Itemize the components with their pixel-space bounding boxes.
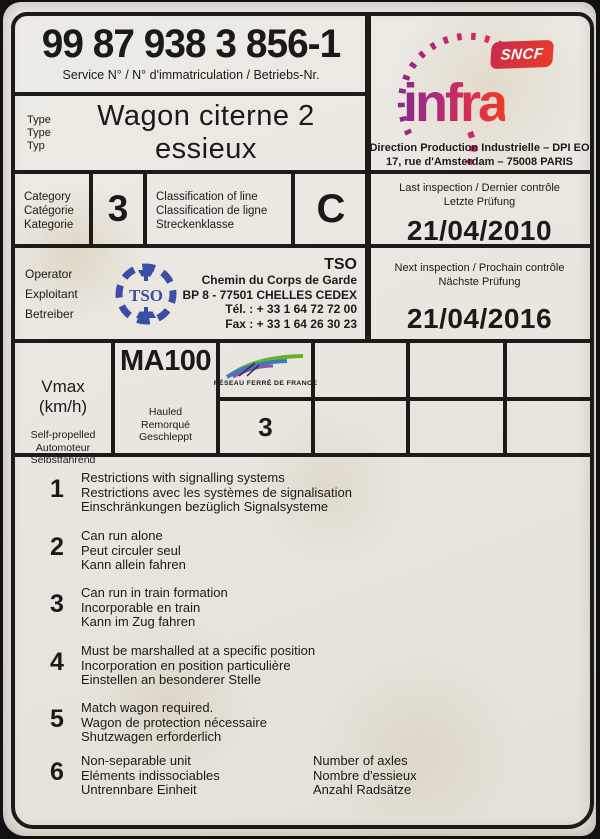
restriction-5-line2: Wagon de protection nécessaire	[81, 714, 267, 730]
next-inspection-label-line2: Nächste Prüfung	[438, 275, 521, 288]
axles-label-fr: Nombre d'essieux	[313, 767, 417, 783]
type-labels	[15, 114, 51, 153]
vmax-label-de: Selbstfahrend	[30, 454, 96, 466]
hauled-label-fr: Remorqué	[140, 418, 191, 431]
operator-address-line4: Fax : + 33 1 64 26 30 23	[225, 316, 357, 331]
sncf-logo	[490, 40, 554, 69]
operator-label-fr: Exploitant	[25, 286, 78, 301]
restriction-3-line3: Kann im Zug fahren	[81, 614, 196, 630]
category-label-fr: Catégorie	[24, 205, 74, 217]
rff-logo-text: RÉSEAU FERRÉ DE FRANCE	[213, 380, 318, 387]
restriction-2-line2: Peut circuler seul	[81, 542, 181, 558]
restriction-4-line2: Incorporation en position particulière	[81, 657, 291, 673]
restriction-1-line3: Einschränkungen bezüglich Signalsysteme	[81, 499, 329, 515]
vmax-label-en: Self-propelled	[30, 429, 96, 441]
rff-value-box	[216, 397, 315, 457]
axles-label-de: Anzahl Radsätze	[313, 782, 412, 798]
restriction-5-line3: Shutzwagen erforderlich	[81, 729, 222, 745]
operator-label-de: Betreiber	[25, 306, 74, 321]
hauled-value: MA100	[120, 345, 211, 377]
restriction-6-line3: Untrennbare Einheit	[81, 782, 197, 798]
type-label-fr: Type	[27, 126, 51, 139]
line-classification-label-de: Streckenklasse	[156, 219, 234, 231]
type-box	[11, 92, 371, 174]
hauled-labels	[115, 406, 216, 444]
restriction-6-text	[81, 754, 220, 798]
service-number-box	[11, 12, 371, 96]
rff-logo-box	[213, 339, 318, 401]
restriction-4-line3: Einstellen an besonderer Stelle	[81, 672, 261, 688]
restriction-2-line3: Kann allein fahren	[81, 557, 186, 573]
category-labels	[15, 174, 89, 232]
vmax-label-fr: Automoteur	[35, 441, 91, 454]
infra-address-line1: Direction Production Industrielle – DPI EO	[369, 142, 590, 154]
restriction-1-text	[81, 471, 352, 515]
last-inspection-label	[369, 182, 590, 209]
restriction-4-text	[81, 644, 315, 688]
restriction-6-number: 6	[50, 758, 64, 786]
restriction-5-number: 5	[50, 705, 64, 733]
operator-address-line3: Tél. : + 33 1 64 72 72 00	[225, 302, 357, 316]
restriction-3-line1: Can run in train formation	[81, 585, 228, 600]
last-inspection-label-line2: Letzte Prüfung	[443, 195, 516, 208]
restriction-3-text	[81, 586, 228, 630]
type-label-en: Type	[27, 113, 51, 126]
next-inspection-label	[369, 262, 590, 289]
restriction-5-line1: Match wagon required.	[81, 700, 214, 715]
restrictions-box	[11, 453, 594, 829]
restriction-2-line1: Can run alone	[81, 528, 163, 543]
tso-logo-icon	[113, 261, 179, 327]
restriction-2-text	[81, 529, 186, 573]
category-value: 3	[107, 188, 129, 229]
restriction-3-line2: Incorporable en train	[81, 599, 201, 615]
next-inspection-label-line1: Next inspection / Prochain contrôle	[394, 262, 565, 274]
vmax-title: Vmax (km/h)	[38, 377, 88, 416]
operator-address	[179, 256, 367, 331]
hauled-label-de: Geschleppt	[138, 431, 193, 443]
infra-address	[369, 142, 590, 169]
restriction-6-line2: Eléments indissociables	[81, 767, 220, 783]
category-label-box	[11, 170, 93, 248]
restriction-1-line1: Restrictions with signalling systems	[81, 470, 285, 485]
infra-address-line2: 17, rue d'Amsterdam – 75008 PARIS	[385, 155, 574, 168]
restriction-5-text	[81, 701, 267, 745]
hauled-box	[111, 339, 220, 457]
empty-cell	[311, 397, 410, 457]
service-number-label: Service N° / N° d'immatriculation / Betriebs-Nr.	[62, 68, 320, 82]
category-label-de: Kategorie	[24, 219, 74, 231]
type-label-de: Typ	[27, 139, 45, 152]
operator-box	[11, 244, 371, 343]
vmax-box	[11, 339, 115, 466]
axles-label-en: Number of axles	[313, 753, 408, 768]
empty-cell	[406, 397, 507, 457]
wagon-identification-plate	[3, 2, 596, 836]
empty-cell	[311, 339, 410, 401]
next-inspection-date: 21/04/2016	[406, 303, 553, 334]
rff-value: 3	[258, 411, 273, 442]
restriction-6-line1: Non-separable unit	[81, 753, 191, 768]
line-classification-label-fr: Classification de ligne	[156, 205, 268, 217]
infra-wordmark: infra	[403, 73, 506, 133]
operator-address-line2: BP 8 - 77501 CHELLES CEDEX	[182, 287, 357, 302]
last-inspection-date: 21/04/2010	[406, 215, 553, 246]
empty-cell	[503, 397, 594, 457]
sncf-infra-logo	[369, 16, 590, 170]
last-inspection-label-line1: Last inspection / Dernier contrôle	[399, 182, 560, 194]
service-number: 99 87 938 3 856-1	[41, 22, 341, 66]
sncf-infra-box	[365, 12, 594, 174]
empty-cell	[406, 339, 507, 401]
operator-name: TSO	[324, 256, 357, 273]
next-inspection-box	[365, 244, 594, 343]
line-classification-label-en: Classification of line	[156, 191, 258, 203]
tso-logo-text: TSO	[128, 285, 164, 305]
type-value: Wagon citerne 2 essieux	[97, 100, 315, 165]
category-value-box	[89, 170, 147, 248]
number-of-axles-labels	[313, 754, 417, 798]
operator-labels	[15, 264, 113, 324]
restriction-2-number: 2	[50, 533, 64, 561]
empty-cell	[503, 339, 594, 401]
restriction-1-number: 1	[50, 475, 64, 503]
restriction-3-number: 3	[50, 590, 64, 618]
rff-logo-icon	[225, 353, 307, 379]
hauled-label-en: Hauled	[148, 406, 183, 418]
last-inspection-box	[365, 170, 594, 248]
restriction-4-line1: Must be marshalled at a specific position	[81, 643, 316, 658]
sncf-logo-text: SNCF	[499, 45, 545, 64]
line-classification-value-box	[291, 170, 371, 248]
operator-label-en: Operator	[25, 266, 73, 281]
line-classification-value: C	[316, 186, 346, 231]
restriction-1-line2: Restrictions avec les systèmes de signalisation	[81, 484, 352, 500]
line-classification-labels	[147, 174, 291, 232]
operator-address-line1: Chemin du Corps de Garde	[201, 273, 357, 287]
category-label-en: Category	[24, 191, 71, 203]
line-classification-label-box	[143, 170, 295, 248]
restriction-4-number: 4	[50, 648, 64, 676]
